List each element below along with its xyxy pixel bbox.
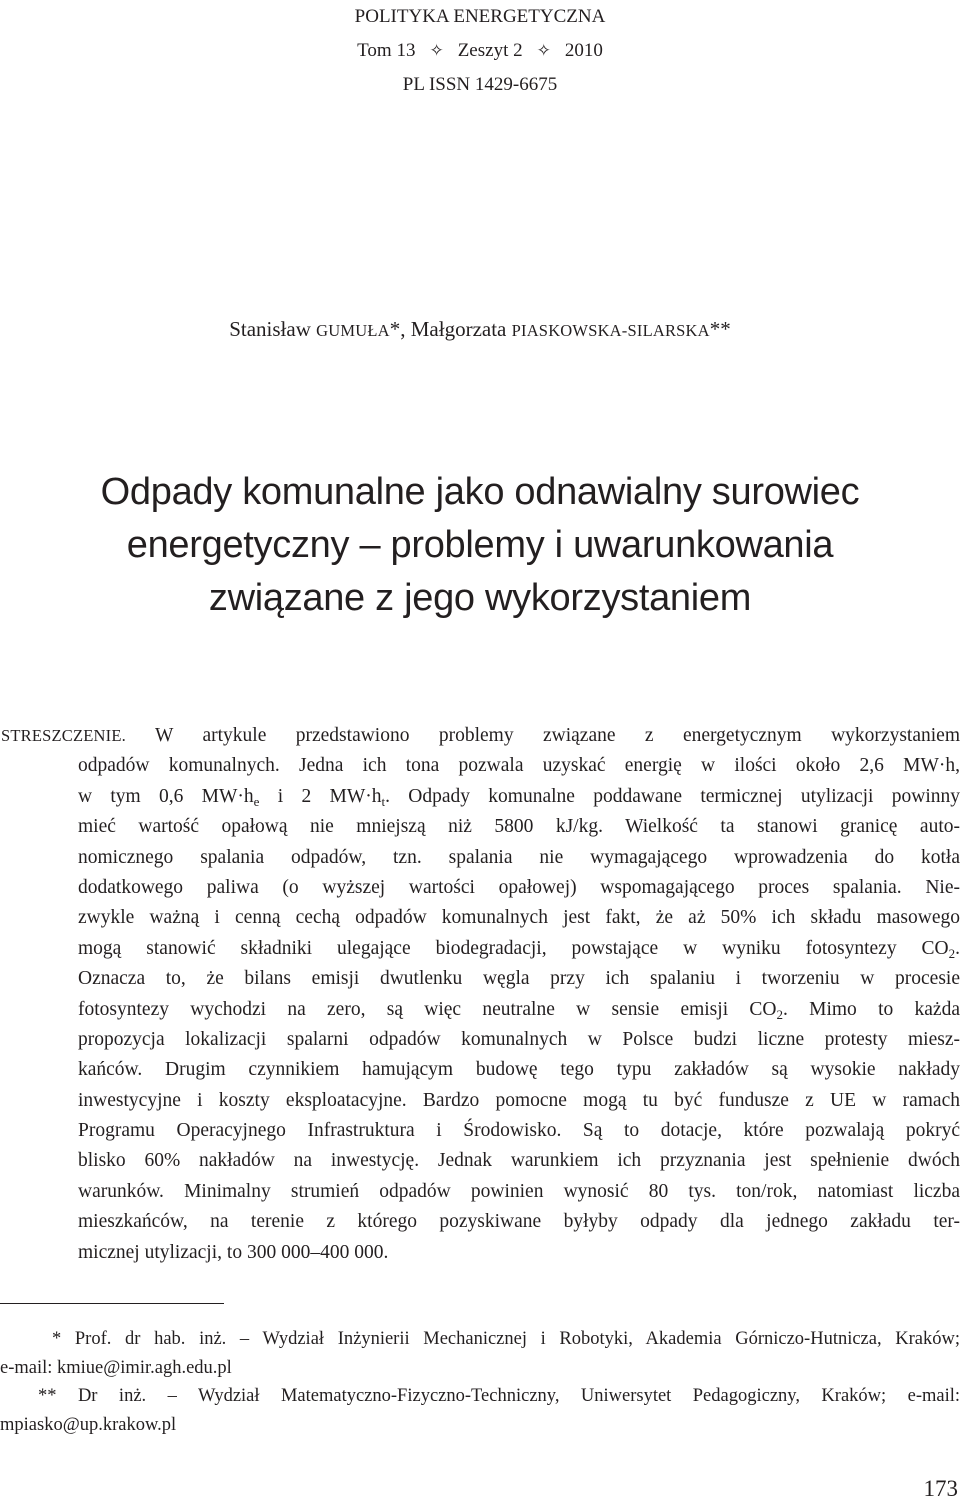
author-1-first-name: Stanisław xyxy=(229,317,317,341)
journal-issue: Zeszyt 2 xyxy=(457,40,523,61)
abstract-line: inwestycyjne i koszty eksploatacyjne. Bardzo pomocne mogą tu być fundusze z UE w ramach xyxy=(78,1089,960,1111)
abstract-text: w tym 0,6 MW·h xyxy=(78,785,254,807)
footnote-divider xyxy=(0,1303,224,1304)
abstract-line: mieć wartość opałową nie mniejszą niż 5800 kJ/kg. Wielkość ta stanowi granicę auto- xyxy=(78,816,960,838)
abstract-line: odpadów komunalnych. Jedna ich tona pozwala uzyskać energię w ilości około 2,6 MW·h, xyxy=(78,755,960,777)
journal-year: 2010 xyxy=(564,40,603,61)
author-list xyxy=(0,314,960,346)
abstract xyxy=(1,721,960,1268)
abstract-text: W artykule przedstawiono problemy związane z energetycznym wykorzystaniem xyxy=(155,725,960,746)
abstract-text: . Odpady komunalne poddawane termicznej utylizacji powinny xyxy=(385,785,960,807)
abstract-line: mieszkańców, na terenie z którego pozyskiwane byłyby odpady dla jednego zakładu ter- xyxy=(78,1211,960,1233)
abstract-text: i 2 MW·h xyxy=(259,785,382,807)
abstract-line: Programu Operacyjnego Infrastruktura i Środowisko. Są to dotacje, które pozwalają pokryć xyxy=(78,1120,960,1142)
title-line: związane z jego wykorzystaniem xyxy=(208,577,752,619)
abstract-text: . xyxy=(955,937,960,959)
author-2-first-name: Małgorzata xyxy=(410,317,512,341)
footnote-2-email: mpiasko@up.krakow.pl xyxy=(0,1414,177,1435)
journal-volume-issue xyxy=(0,34,960,68)
paper-title xyxy=(0,466,960,625)
subscript: 2 xyxy=(776,1006,783,1022)
star-separator-icon: ✧ xyxy=(429,41,444,60)
abstract-line: zwykle ważną i cenną cechą odpadów komunalnych jest fakt, że aż 50% ich składu masowego xyxy=(78,907,960,929)
abstract-text: . Mimo to każda xyxy=(782,998,960,1020)
abstract-text: mogą stanowić składniki ulegające biodegradacji, powstające w wyniku fotosyntezy CO xyxy=(78,937,949,959)
abstract-line xyxy=(78,934,960,964)
abstract-line: warunków. Minimalny strumień odpadów powinien wynosić 80 tys. ton/rok, natomiast liczba xyxy=(78,1180,960,1202)
subscript: 2 xyxy=(948,945,956,961)
title-line: energetyczny – problemy i uwarunkowania xyxy=(126,524,834,566)
abstract-text: fotosyntezy wychodzi na zero, są więc neutralne w sensie emisji CO xyxy=(78,998,777,1020)
journal-name: POLITYKA ENERGETYCZNA xyxy=(354,6,606,27)
abstract-line: blisko 60% nakładów na inwestycję. Jednak warunkiem ich przyznania jest spełnienie dwóch xyxy=(78,1150,960,1172)
abstract-line: dodatkowego paliwa (o wyższej wartości opałowej) wspomagającego proces spalania. Nie- xyxy=(78,876,960,898)
author-1-last-name: GUMUŁA xyxy=(316,321,390,340)
journal-issn: PL ISSN 1429-6675 xyxy=(402,74,558,95)
subscript: e xyxy=(253,793,260,809)
journal-volume: Tom 13 xyxy=(357,40,416,61)
star-separator-icon: ✧ xyxy=(536,41,551,60)
author-2-footnote-mark: ** xyxy=(709,317,731,341)
page-number: 173 xyxy=(923,1476,958,1501)
abstract-line xyxy=(78,995,960,1025)
abstract-line xyxy=(1,721,960,751)
author-1-footnote-mark: *, xyxy=(389,317,411,341)
abstract-line: micznej utylizacji, to 300 000–400 000. xyxy=(78,1241,389,1263)
abstract-line: kańców. Drugim czynnikiem hamującym budowę tego typu zakładów są wysokie nakłady xyxy=(78,1059,960,1081)
abstract-line xyxy=(78,782,960,812)
footnote-1-email: e-mail: kmiue@imir.agh.edu.pl xyxy=(0,1357,232,1378)
footnotes xyxy=(0,1325,960,1439)
abstract-line: Oznacza to, że bilans emisji dwutlenku węgla przy ich spalaniu i tworzeniu w procesie xyxy=(78,968,960,990)
author-2-last-name: PIASKOWSKA-SILARSKA xyxy=(511,321,710,340)
abstract-line: nomicznego spalania odpadów, tzn. spalania nie wymagającego wprowadzenia do kotła xyxy=(78,846,960,868)
title-line: Odpady komunalne jako odnawialny surowiec xyxy=(100,471,860,513)
footnote-2-line: ** Dr inż. – Wydział Matematyczno-Fizyczno-Techniczny, Uniwersytet Pedagogiczny, Kraków; e-mail: xyxy=(38,1386,960,1406)
subscript: t xyxy=(381,793,386,809)
abstract-heading: STRESZCZENIE. xyxy=(1,726,126,745)
abstract-line: propozycja lokalizacji spalarni odpadów komunalnych w Polsce budzi liczne protesty miesz- xyxy=(78,1028,960,1050)
journal-header xyxy=(0,0,960,102)
footnote-1-line: * Prof. dr hab. inż. – Wydział Inżynierii Mechanicznej i Robotyki, Akademia Górniczo-Hutnicza, Kraków; xyxy=(52,1329,960,1349)
